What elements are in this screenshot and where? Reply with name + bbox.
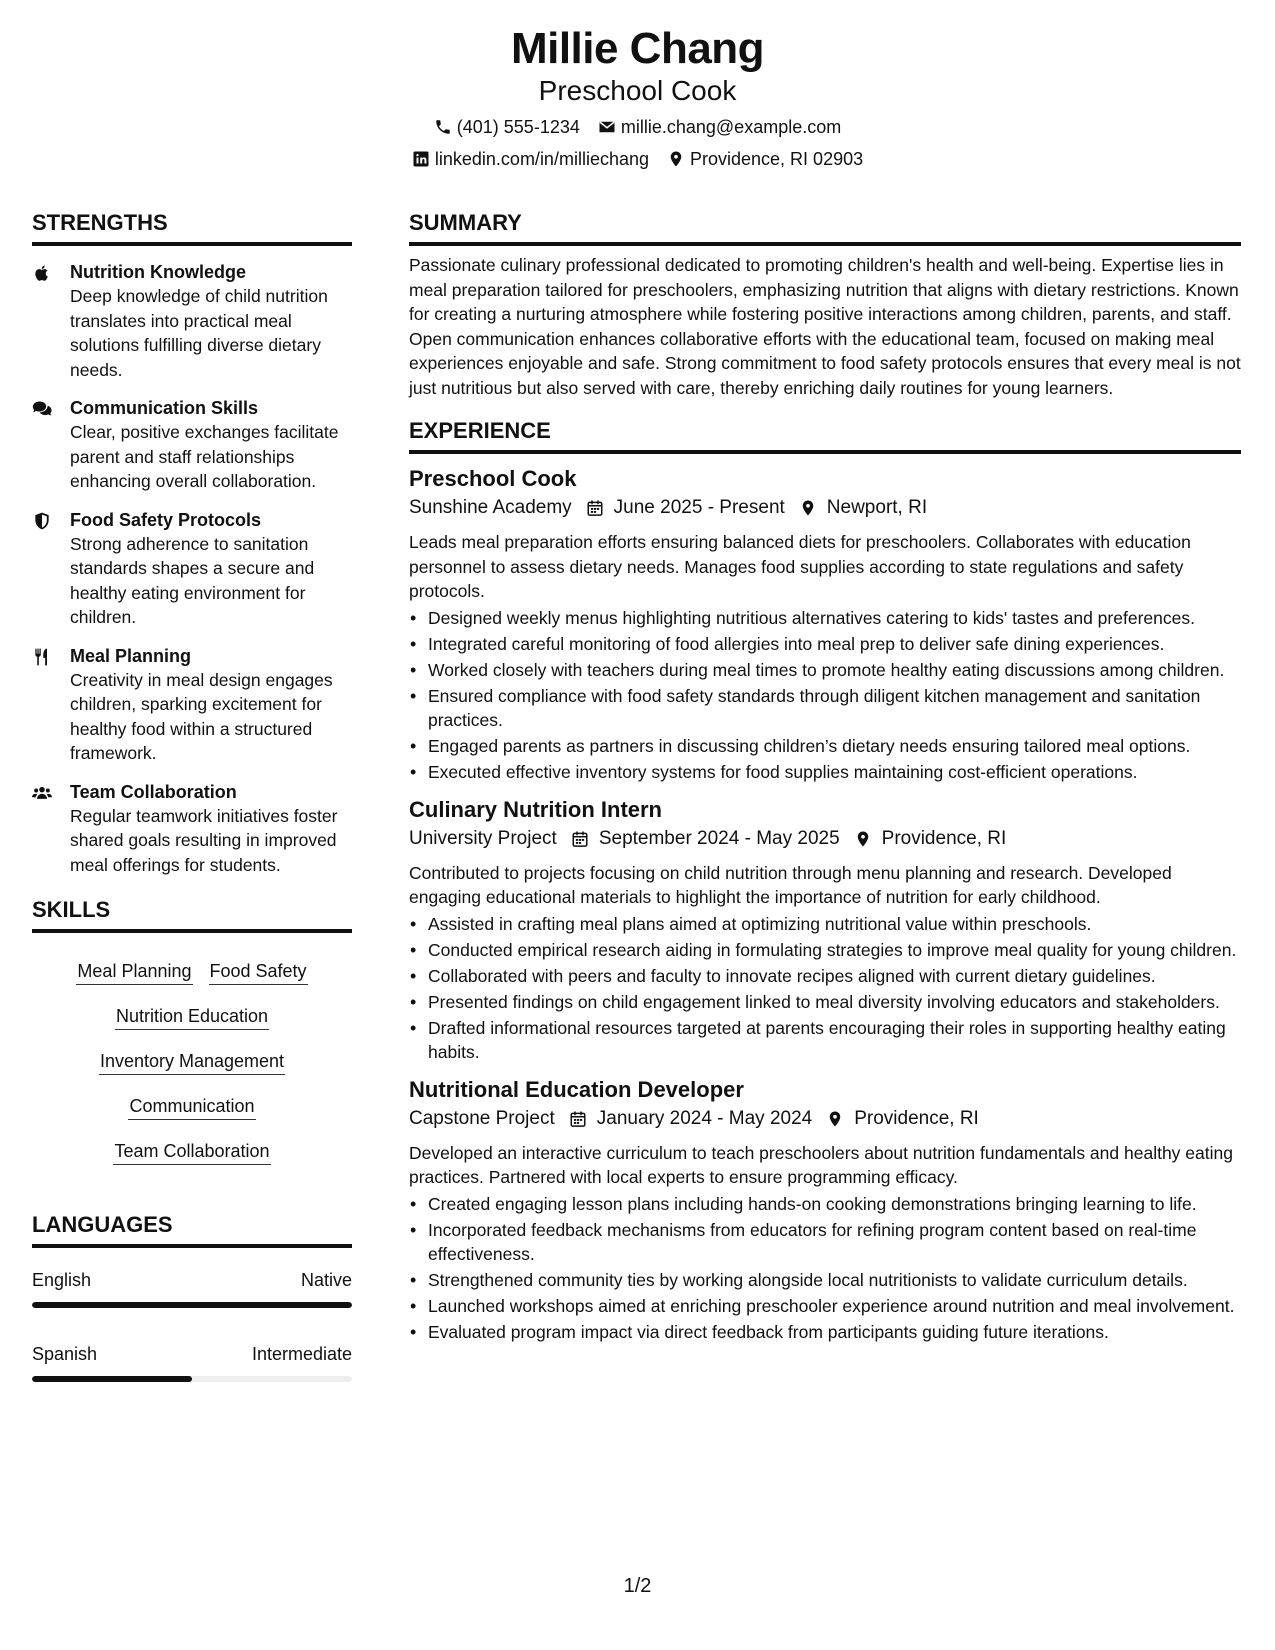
job-bullet: • Drafted informational resources targeted at parents encouraging their roles in supporting healthy eating habits. [409, 1016, 1241, 1065]
resume-header [0, 22, 1275, 174]
skills-list [32, 949, 352, 1174]
strength-item [32, 644, 352, 766]
job-title: Preschool Cook [409, 466, 577, 491]
left-column [32, 208, 352, 1382]
strength-title: Food Safety Protocols [70, 509, 262, 530]
comments-icon [32, 399, 52, 419]
phone-text: (401) 555-1234 [456, 117, 580, 137]
job-bullet: • Evaluated program impact via direct feedback from participants guiding future iterations. [409, 1320, 1241, 1345]
job-bullet: • Conducted empirical research aiding in formulating strategies to improve meal quality for young children. [409, 938, 1241, 963]
job-bullet: • Launched workshops aimed at enriching preschooler experience around nutrition and meal involvement. [409, 1294, 1241, 1319]
job-bullet: • Ensured compliance with food safety standards through diligent kitchen management and sanitation practices. [409, 684, 1241, 733]
language-proficiency-fill [32, 1302, 352, 1308]
strength-title: Nutrition Knowledge [70, 262, 246, 282]
language-level: Native [300, 1270, 352, 1290]
strength-desc: Deep knowledge of child nutrition translates into practical meal solutions fulfilling diverse dietary needs. [70, 286, 328, 380]
job-dates [571, 825, 840, 853]
strength-desc: Clear, positive exchanges facilitate parent and staff relationships enhancing overall collaboration. [70, 422, 339, 491]
job-bullets [409, 1192, 1241, 1345]
email-contact[interactable] [598, 112, 841, 142]
skill-tag: Communication [128, 1093, 255, 1120]
job-bullet: • Presented findings on child engagement linked to meal diversity involving educators and stakeholders. [409, 990, 1241, 1015]
job-bullets [409, 606, 1241, 785]
strength-title: Communication Skills [70, 398, 259, 418]
job-bullet: • Collaborated with peers and faculty to innovate recipes aligned with current dietary guidelines. [409, 964, 1241, 989]
linkedin-icon [412, 150, 430, 168]
job-entry [409, 795, 1241, 1065]
contact-row-2 [0, 144, 1275, 174]
map-pin-icon [854, 830, 872, 848]
linkedin-contact[interactable] [412, 144, 649, 174]
language-item [32, 1342, 352, 1382]
strength-item [32, 508, 352, 630]
calendar-icon [586, 499, 604, 517]
strength-title: Meal Planning [70, 645, 192, 666]
strength-item [32, 396, 352, 494]
job-entry [409, 1075, 1241, 1345]
experience-heading: EXPERIENCE [409, 416, 1241, 454]
job-bullet: • Created engaging lesson plans including hands-on cooking demonstrations bringing learning to life. [409, 1192, 1241, 1217]
calendar-icon [569, 1110, 587, 1128]
email-text: millie.chang@example.com [620, 117, 842, 137]
phone-icon [434, 118, 452, 136]
job-entry [409, 464, 1241, 785]
shield-icon [32, 511, 52, 531]
summary-text: Passionate culinary professional dedicated to promoting children's health and well-being. Expertise lies in meal preparation tailored for preschoolers, emphasizing nutrition that aligns with dietary restrictions. Known for creating a nurturing atmosphere while fostering positive interactions among children, parents, and staff. Open communication enhances collaborative efforts with the educational team, focused on making meal experiences enjoyable and safe. Strong commitment to food safety protocols ensures that every meal is not just nutritious but also served with care, thereby enriching daily routines for young learners. [409, 255, 1241, 398]
linkedin-text: linkedin.com/in/milliechang [434, 149, 649, 169]
candidate-title: Preschool Cook [538, 75, 737, 106]
strength-item [32, 780, 352, 878]
job-dates-text: September 2024 - May 2025 [598, 827, 840, 849]
strength-item [32, 260, 352, 382]
language-level: Intermediate [251, 1344, 352, 1364]
job-location-text: Providence, RI [881, 827, 1007, 849]
job-bullet: • Executed effective inventory systems for food supplies maintaining cost-efficient operations. [409, 760, 1241, 785]
skill-tag: Meal Planning [76, 958, 192, 985]
language-item [32, 1268, 352, 1308]
job-location [799, 494, 927, 522]
apple-icon [32, 263, 52, 283]
strengths-heading: STRENGTHS [32, 208, 352, 246]
calendar-icon [571, 830, 589, 848]
languages-heading: LANGUAGES [32, 1210, 352, 1248]
job-dates [569, 1105, 812, 1133]
language-proficiency-bar [32, 1302, 352, 1308]
job-description: Developed an interactive curriculum to teach preschoolers about nutrition fundamentals and healthy eating practices. Partnered with local experts to ensure programming efficacy. [409, 1142, 1233, 1187]
right-column [409, 208, 1241, 1345]
strength-desc: Regular teamwork initiatives foster shared goals resulting in improved meal offerings for students. [70, 805, 338, 875]
job-dates-text: June 2025 - Present [613, 497, 785, 518]
job-bullet: • Integrated careful monitoring of food allergies into meal prep to deliver safe dining experiences. [409, 632, 1241, 657]
contact-row-1 [0, 112, 1275, 142]
envelope-icon [598, 118, 616, 136]
page-number: 1/2 [623, 1575, 652, 1597]
strength-title: Team Collaboration [70, 781, 237, 802]
job-title: Nutritional Education Developer [409, 1076, 744, 1102]
skills-heading: SKILLS [32, 895, 352, 933]
job-location [854, 825, 1007, 853]
language-proficiency-fill [32, 1376, 192, 1382]
language-name: Spanish [32, 1344, 98, 1364]
skill-tag: Inventory Management [99, 1048, 285, 1075]
job-meta [409, 825, 1241, 853]
strength-desc: Creativity in meal design engages children, sparking excitement for healthy food within a structured framework. [70, 669, 333, 763]
skill-tag: Team Collaboration [113, 1138, 270, 1165]
experience-list [409, 464, 1241, 1345]
job-title: Culinary Nutrition Intern [409, 796, 662, 822]
job-bullet: • Strengthened community ties by working alongside local nutritionists to validate curriculum details. [409, 1268, 1241, 1293]
phone-contact[interactable] [434, 112, 580, 142]
utensils-icon [32, 647, 52, 667]
location-contact [667, 144, 863, 174]
job-bullets [409, 912, 1241, 1065]
job-dates-text: January 2024 - May 2024 [596, 1107, 813, 1129]
job-description: Contributed to projects focusing on child nutrition through menu planning and research. Developed engaging educational materials to highlight the importance of nutrition for early childhood. [409, 862, 1172, 907]
map-pin-icon [826, 1110, 844, 1128]
job-bullet: • Worked closely with teachers during meal times to promote healthy eating discussions among children. [409, 658, 1241, 683]
job-location [826, 1105, 979, 1133]
location-text: Providence, RI 02903 [690, 149, 864, 169]
strength-desc: Strong adherence to sanitation standards shapes a secure and healthy eating environment for children. [70, 533, 315, 627]
skill-tag: Food Safety [209, 958, 308, 985]
job-location-text: Providence, RI [854, 1107, 979, 1129]
job-bullet: • Designed weekly menus highlighting nutritious alternatives catering to kids' tastes and preferences. [409, 606, 1241, 631]
language-name: English [32, 1270, 92, 1290]
job-dates [586, 494, 785, 522]
job-meta [409, 1105, 1241, 1133]
job-bullet: • Engaged parents as partners in discussing children’s dietary needs ensuring tailored meal options. [409, 734, 1241, 759]
map-pin-icon [799, 499, 817, 517]
candidate-name: Millie Chang [510, 24, 765, 73]
job-organization: Sunshine Academy [409, 497, 572, 518]
users-icon [32, 783, 52, 803]
job-organization: University Project [409, 827, 557, 849]
job-description: Leads meal preparation efforts ensuring balanced diets for preschoolers. Collaborates with education personnel to assess dietary needs. Manages food supplies according to state regulations and safety protocols. [409, 532, 1191, 601]
job-location-text: Newport, RI [826, 497, 928, 518]
job-organization: Capstone Project [409, 1107, 555, 1129]
map-pin-icon [667, 150, 685, 168]
skill-tag: Nutrition Education [115, 1003, 269, 1030]
job-bullet: • Assisted in crafting meal plans aimed at optimizing nutritional value within preschools. [409, 912, 1241, 937]
summary-heading: SUMMARY [409, 208, 1241, 246]
language-proficiency-bar [32, 1376, 352, 1382]
job-bullet: • Incorporated feedback mechanisms from educators for refining program content based on real-time effectiveness. [409, 1218, 1241, 1267]
job-meta [409, 494, 1241, 522]
